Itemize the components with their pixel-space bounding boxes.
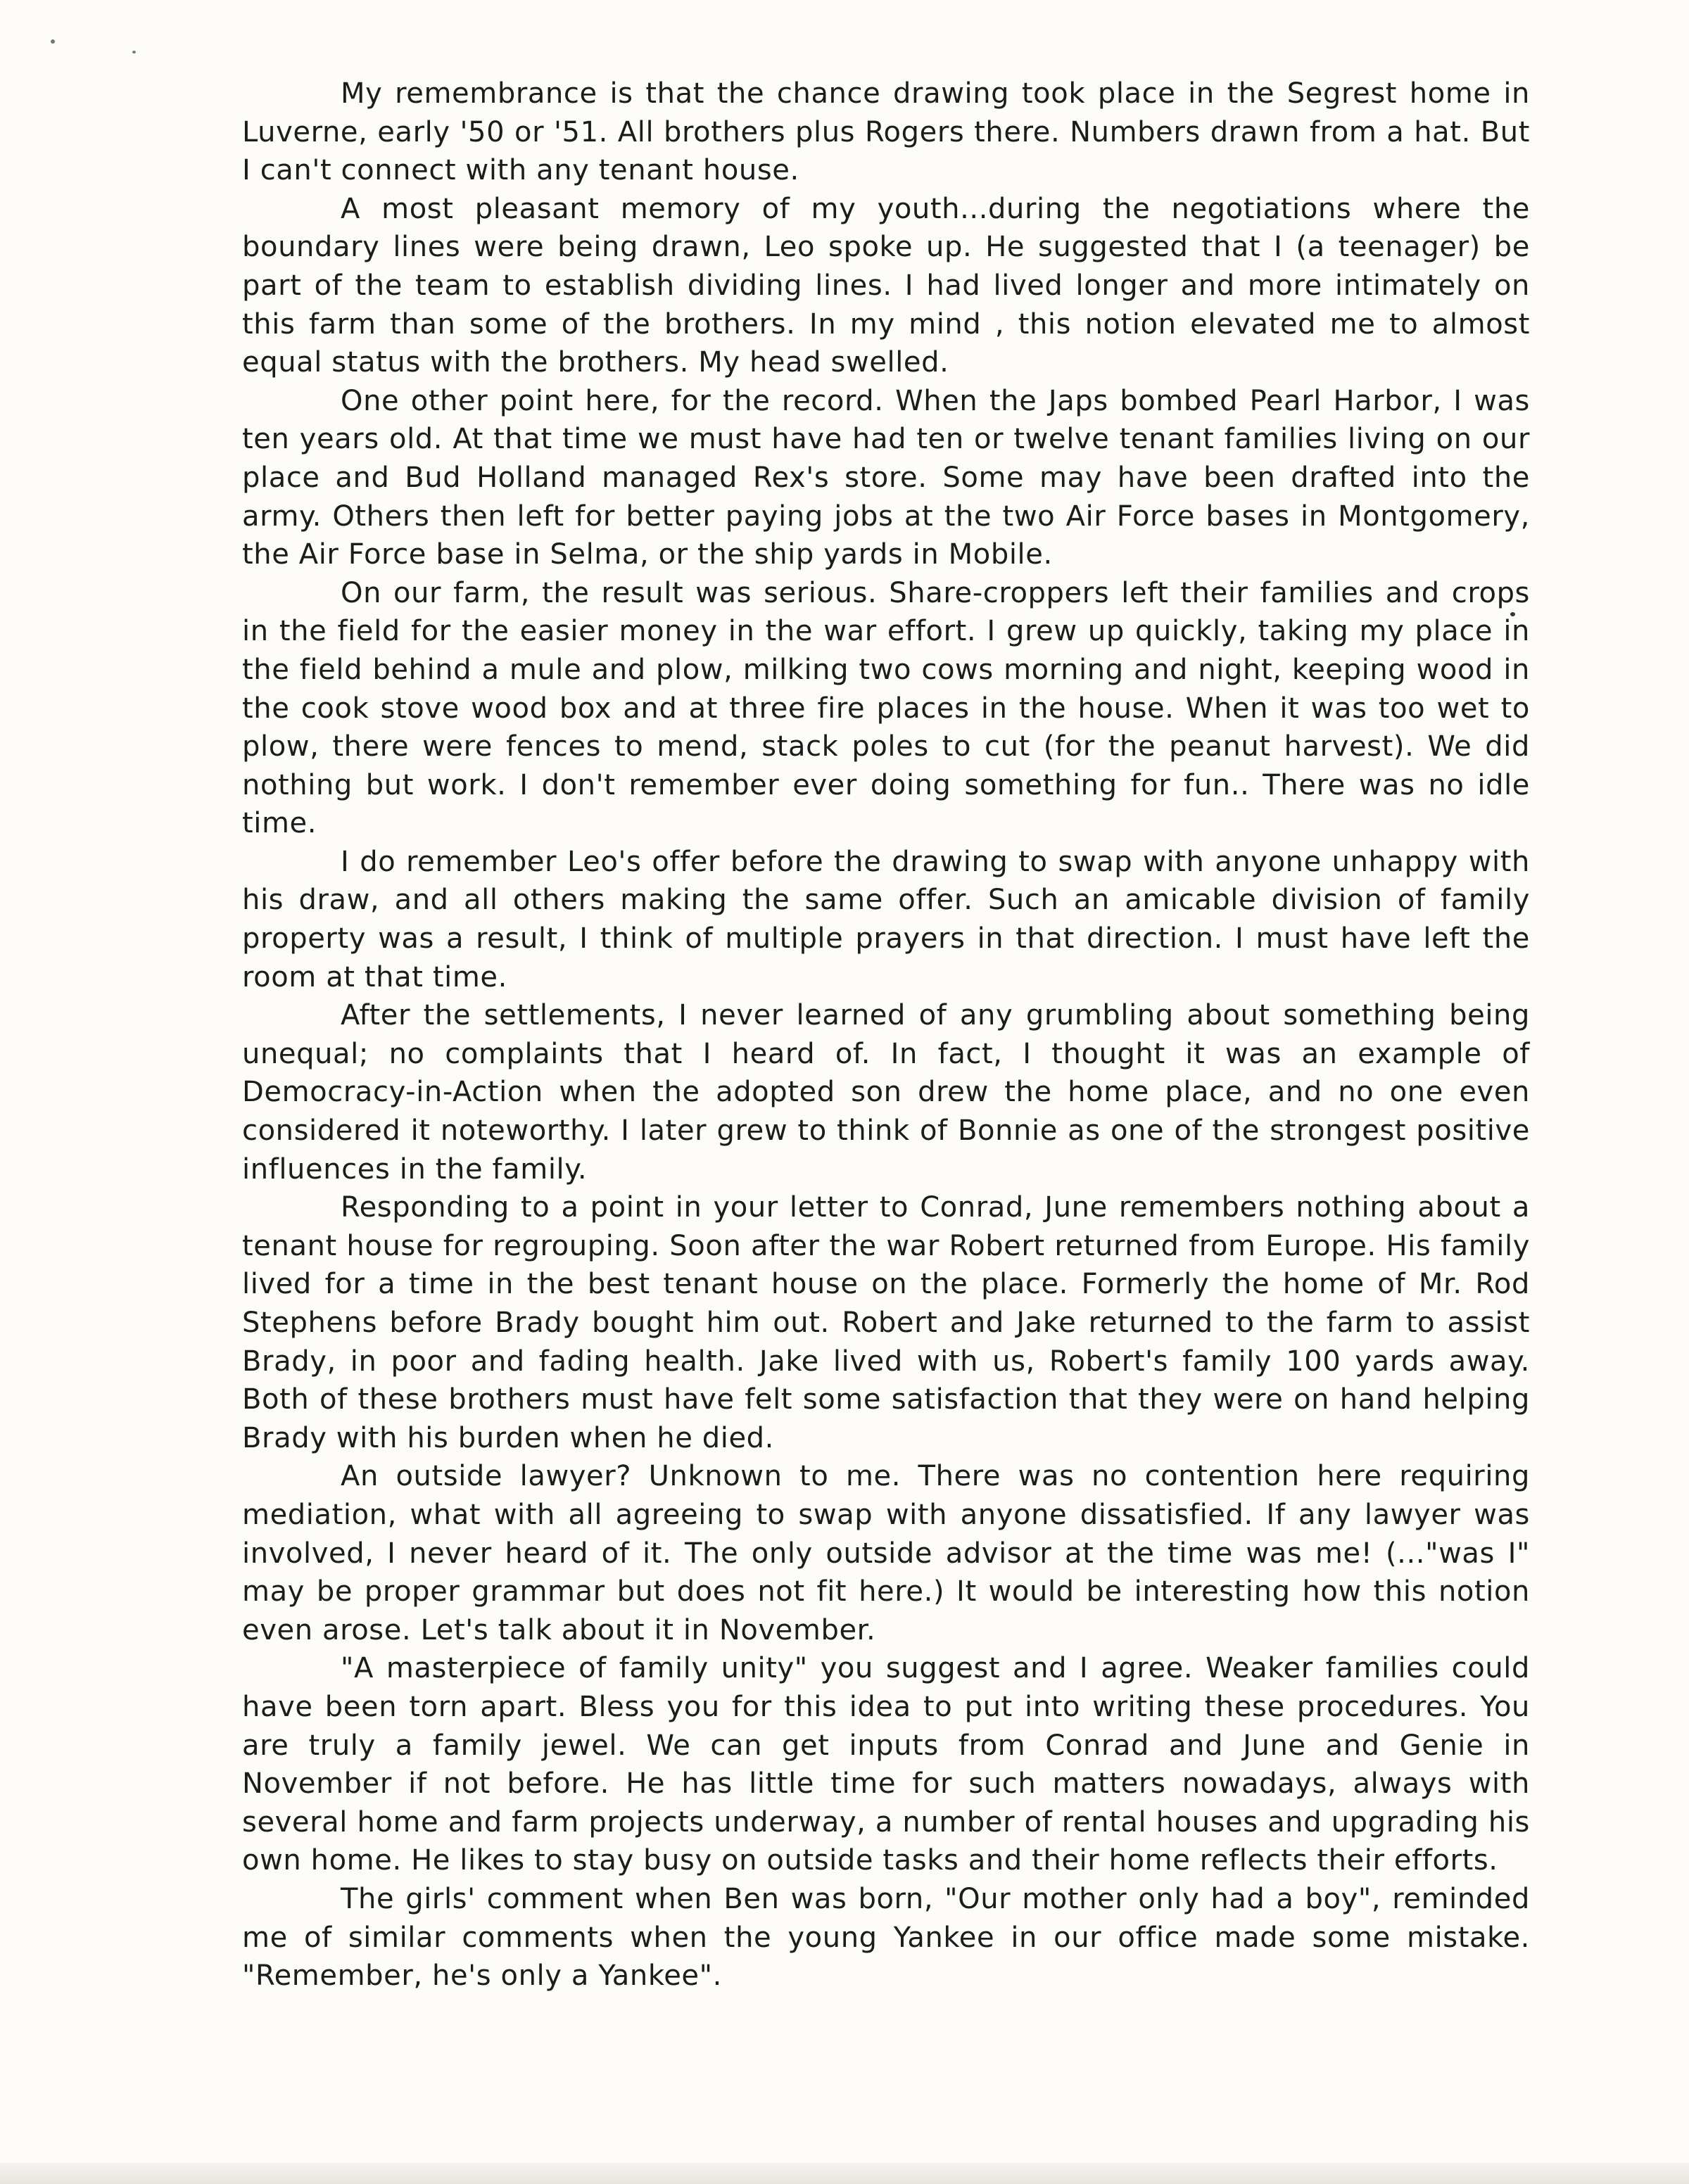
letter-body [242,75,1530,1995]
paragraph: A most pleasant memory of my youth...during the negotiations where the boundary lines were being drawn, Leo spoke up. He suggested that I (a teenager) be part of the team to establish dividing lines. I had lived longer and more intimately on this farm than some of the brothers. In my mind , this notion elevated me to almost equal status with the brothers. My head swelled. [242,192,1530,379]
paragraph: My remembrance is that the chance drawing took place in the Segrest home in Luverne, early '50 or '51. All brothers plus Rogers there. Numbers drawn from a hat. But I can't connect with any tenant house. [242,77,1530,187]
paragraph: On our farm, the result was serious. Share-croppers left their families and crops in the field for the easier money in the war effort. I grew up quickly, taking my place in the field behind a mule and plow, milking two cows morning and night, keeping wood in the cook stove wood box and at three fire places in the house. When it was too wet to plow, there were fences to mend, stack poles to cut (for the peanut harvest). We did nothing but work. I don't remember ever doing something for fun.. There was no idle time. [242,576,1530,840]
paragraph: After the settlements, I never learned of any grumbling about something being unequal; no complaints that I heard of. In fact, I thought it was an example of Democracy-in-Action when the adopted son drew the home place, and no one even considered it noteworthy. I later grew to think of Bonnie as one of the strongest positive influences in the family. [242,999,1530,1186]
paragraph: "A masterpiece of family unity" you suggest and I agree. Weaker families could have been torn apart. Bless you for this idea to put into writing these procedures. You are truly a family jewel. We can get inputs from Conrad and June and Genie in November if not before. He has little time for such matters nowadays, always with several home and farm projects underway, a number of rental houses and upgrading his own home. He likes to stay busy on outside tasks and their home reflects their efforts. [242,1652,1530,1877]
paper-speck [132,51,136,53]
paper-bottom-edge [0,2163,1689,2184]
paragraph: Responding to a point in your letter to Conrad, June remembers nothing about a tenant house for regrouping. Soon after the war Robert returned from Europe. His family lived for a time in the best tenant house on the place. Formerly the home of Mr. Rod Stephens before Brady bought him out. Robert and Jake returned to the farm to assist Brady, in poor and fading health. Jake lived with us, Robert's family 100 yards away. Both of these brothers must have felt some satisfaction that they were on hand helping Brady with his burden when he died. [242,1191,1530,1454]
paragraph: The girls' comment when Ben was born, "Our mother only had a boy", reminded me of similar comments when the young Yankee in our office made some mistake. "Remember, he's only a Yankee". [242,1882,1530,1993]
paper-speck [51,39,55,44]
paragraph: I do remember Leo's offer before the drawing to swap with anyone unhappy with his draw, and all others making the same offer. Such an amicable division of family property was a result, I think of multiple prayers in that direction. I must have left the room at that time. [242,845,1530,993]
paragraph: An outside lawyer? Unknown to me. There was no contention here requiring mediation, what with all agreeing to swap with anyone dissatisfied. If any lawyer was involved, I never heard of it. The only outside advisor at the time was me! (..."was I" may be proper grammar but does not fit here.) It would be interesting how this notion even arose. Let's talk about it in November. [242,1460,1530,1646]
paragraph: One other point here, for the record. When the Japs bombed Pearl Harbor, I was ten years old. At that time we must have had ten or twelve tenant families living on our place and Bud Holland managed Rex's store. Some may have been drafted into the army. Others then left for better paying jobs at the two Air Force bases in Montgomery, the Air Force base in Selma, or the ship yards in Mobile. [242,384,1530,571]
